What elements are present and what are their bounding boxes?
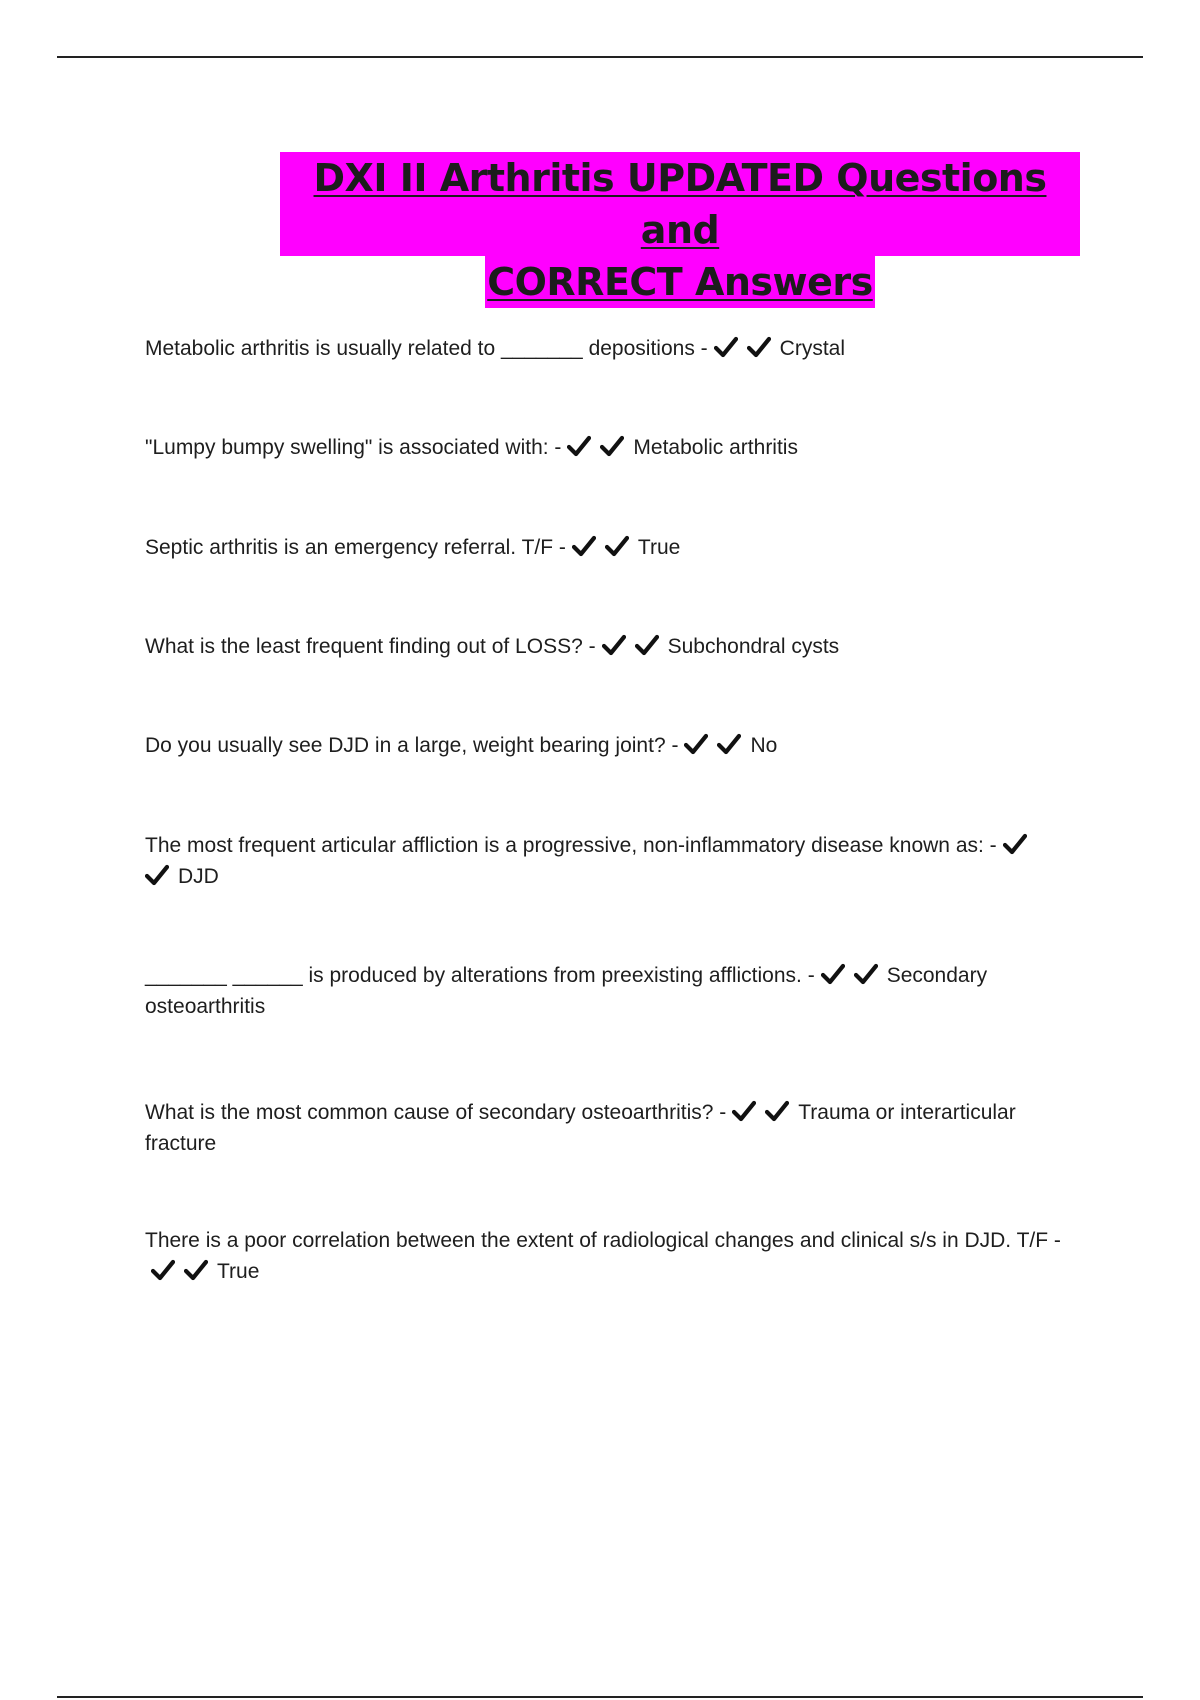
question-text: What is the most common cause of secondary osteoarthritis? - <box>145 1101 727 1124</box>
checkmark-icon <box>600 435 629 457</box>
checkmark-icon <box>567 435 596 457</box>
top-divider <box>57 56 1143 58</box>
page-title <box>280 152 1080 308</box>
question-text: "Lumpy bumpy swelling" is associated with: - <box>145 436 562 459</box>
answer-text: DJD <box>178 865 219 888</box>
question-text: What is the least frequent finding out of LOSS? - <box>145 635 596 658</box>
qa-item <box>145 960 1065 1022</box>
checkmark-icon <box>684 733 713 755</box>
checkmark-icon <box>1003 833 1032 855</box>
double-check <box>151 1260 217 1283</box>
qa-item <box>145 532 1065 563</box>
answer-text: Crystal <box>779 337 845 360</box>
qa-item <box>145 631 1065 662</box>
answer-text: Metabolic arthritis <box>633 436 798 459</box>
title-line-1: DXI II Arthritis UPDATED Questions and <box>280 152 1080 256</box>
answer-text: No <box>750 734 778 757</box>
question-text: Metabolic arthritis is usually related to _______ depositions - <box>145 337 708 360</box>
checkmark-icon <box>151 1259 180 1281</box>
question-text: Do you usually see DJD in a large, weight bearing joint? - <box>145 734 679 757</box>
answer-text: True <box>217 1260 260 1283</box>
answer-text: Subchondral cysts <box>667 635 840 658</box>
question-text: Septic arthritis is an emergency referral. T/F - <box>145 536 566 559</box>
checkmark-icon <box>635 634 664 656</box>
answer-text: Trauma or interarticular fracture <box>145 1101 1016 1155</box>
title-line-2: CORRECT Answers <box>485 256 875 308</box>
double-check <box>821 964 887 987</box>
double-check <box>602 635 668 658</box>
qa-item <box>145 1097 1065 1159</box>
checkmark-icon <box>602 634 631 656</box>
checkmark-icon <box>717 733 746 755</box>
checkmark-icon <box>747 336 776 358</box>
double-check <box>714 337 780 360</box>
double-check <box>567 436 633 459</box>
qa-item <box>145 730 1065 761</box>
qa-item <box>145 432 1065 463</box>
checkmark-icon <box>732 1100 761 1122</box>
checkmark-icon <box>572 535 601 557</box>
checkmark-icon <box>714 336 743 358</box>
checkmark-icon <box>145 864 174 886</box>
bottom-divider <box>57 1696 1143 1698</box>
checkmark-icon <box>765 1100 794 1122</box>
checkmark-icon <box>605 535 634 557</box>
checkmark-icon <box>821 963 850 985</box>
double-check <box>572 536 638 559</box>
question-text: _______ ______ is produced by alterations from preexisting afflictions. - <box>145 964 815 987</box>
checkmark-icon <box>184 1259 213 1281</box>
answer-text: Secondary osteoarthritis <box>145 964 988 1018</box>
checkmark-icon <box>854 963 883 985</box>
qa-item <box>145 333 1065 364</box>
qa-item <box>145 1225 1065 1287</box>
qa-item <box>145 830 1065 892</box>
question-text: The most frequent articular affliction is a progressive, non-inflammatory disease known as: - <box>145 834 997 857</box>
question-text: There is a poor correlation between the extent of radiological changes and clinical s/s in DJD. T/F - <box>145 1229 1061 1252</box>
answer-text: True <box>637 536 681 559</box>
double-check <box>684 734 750 757</box>
double-check <box>732 1101 798 1124</box>
